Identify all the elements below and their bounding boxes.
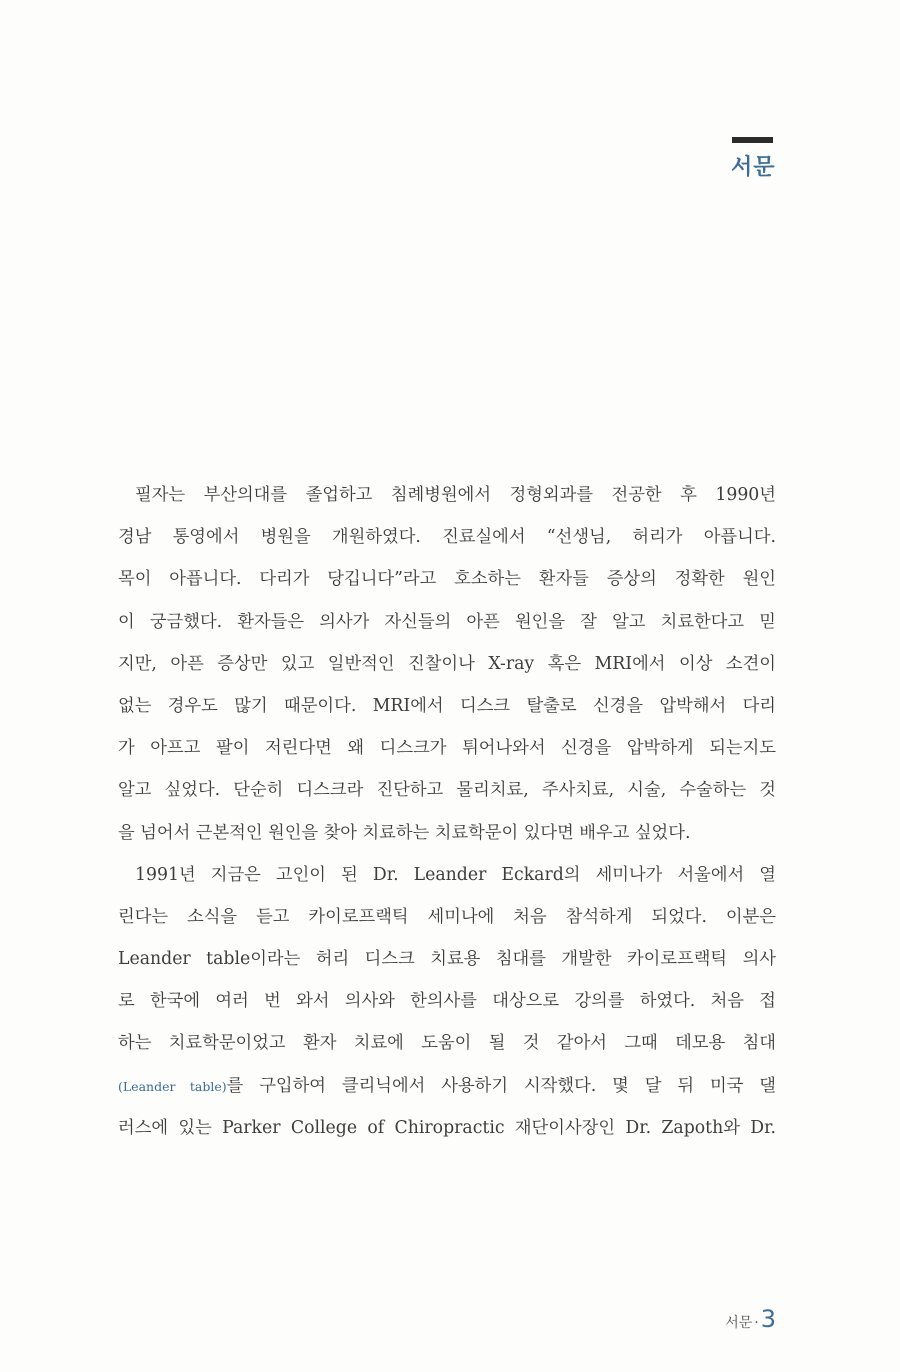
text-segment: 를 구입하여 클리닉에서 사용하기 시작했다. 몇 달 뒤 미국 댈 bbox=[226, 1075, 776, 1096]
text-line-with-note bbox=[118, 1065, 776, 1107]
text-line: 지만, 아픈 증상만 있고 일반적인 진찰이나 X-ray 혹은 MRI에서 이상 소견이 bbox=[118, 653, 776, 674]
text-line: 필자는 부산의대를 졸업하고 침례병원에서 정형외과를 전공한 후 1990년 bbox=[135, 485, 776, 505]
text-line: 가 아프고 팔이 저린다면 왜 디스크가 튀어나와서 신경을 압박하게 되는지도 bbox=[118, 738, 776, 759]
page-footer bbox=[725, 1305, 776, 1333]
text-line: 경남 통영에서 병원을 개원하였다. 진료실에서 “선생님, 허리가 아픕니다. bbox=[118, 527, 776, 548]
heading-rule bbox=[732, 137, 773, 143]
page-number: 3 bbox=[760, 1305, 776, 1333]
chapter-title: 서문 bbox=[731, 155, 776, 180]
text-line: 로 한국에 여러 번 와서 의사와 한의사를 대상으로 강의를 하였다. 처음 접 bbox=[118, 991, 776, 1012]
text-line: Leander table이라는 허리 디스크 치료용 침대를 개발한 카이로프랙틱 의사 bbox=[118, 949, 776, 970]
text-line: 린다는 소식을 듣고 카이로프랙틱 세미나에 처음 참석하게 되었다. 이분은 bbox=[118, 906, 776, 927]
text-line: 이 궁금했다. 환자들은 의사가 자신들의 아픈 원인을 잘 알고 치료한다고 믿 bbox=[118, 611, 776, 632]
text-line: 을 넘어서 근본적인 원인을 찾아 치료하는 치료학문이 있다면 배우고 싶었다. bbox=[118, 822, 691, 843]
text-line: 1991년 지금은 고인이 된 Dr. Leander Eckard의 세미나가 서울에서 열 bbox=[135, 864, 776, 885]
running-footer-label: 서문 bbox=[725, 1315, 753, 1331]
footer-separator: · bbox=[754, 1315, 759, 1331]
inline-note: (Leander table) bbox=[118, 1078, 227, 1094]
body-text bbox=[118, 474, 776, 1149]
text-line: 없는 경우도 많기 때문이다. MRI에서 디스크 탈출로 신경을 압박해서 다리 bbox=[118, 695, 776, 716]
text-line: 목이 아픕니다. 다리가 당깁니다”라고 호소하는 환자들 증상의 정확한 원인 bbox=[118, 569, 776, 590]
text-line: 러스에 있는 Parker College of Chiropractic 재단이사장인 Dr. Zapoth와 Dr. bbox=[118, 1117, 776, 1138]
text-line: 하는 치료학문이었고 환자 치료에 도움이 될 것 같아서 그때 데모용 침대 bbox=[118, 1033, 776, 1054]
text-line: 알고 싶었다. 단순히 디스크라 진단하고 물리치료, 주사치료, 시술, 수술하는 것 bbox=[118, 780, 776, 801]
